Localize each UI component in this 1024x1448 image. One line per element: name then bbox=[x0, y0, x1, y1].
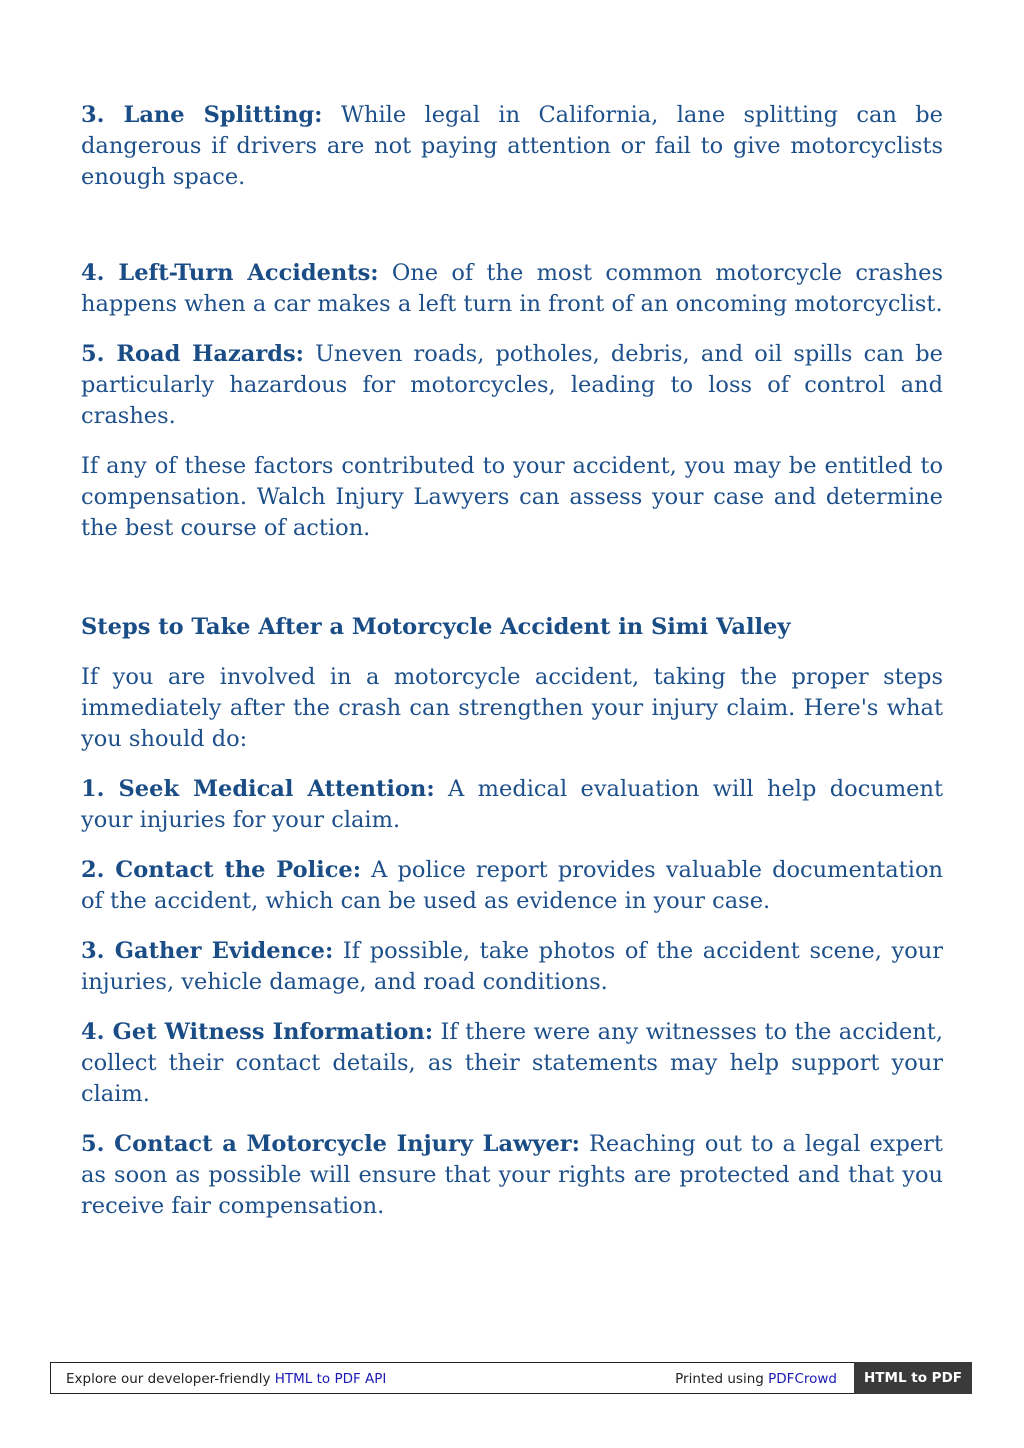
step-item bbox=[81, 774, 943, 836]
section-heading: Steps to Take After a Motorcycle Accident in Simi Valley bbox=[81, 614, 791, 640]
footer-printed-text: Printed using bbox=[675, 1371, 769, 1387]
step-text: If possible, take photos of the accident scene, your injuries, vehicle damage, and road conditions. bbox=[81, 938, 943, 995]
step-item bbox=[81, 1017, 943, 1110]
step-lead: 3. Gather Evidence: bbox=[81, 938, 334, 964]
text-road-hazards: Uneven roads, potholes, debris, and oil spills can be particularly hazardous for motorcycles, leading to loss of control and crashes. bbox=[81, 341, 943, 429]
paragraph-road-hazards bbox=[81, 339, 943, 432]
spacer bbox=[81, 563, 943, 612]
step-lead: 5. Contact a Motorcycle Injury Lawyer: bbox=[81, 1131, 580, 1157]
paragraph-left-turn bbox=[81, 258, 943, 320]
footer-explore bbox=[66, 1371, 386, 1387]
text-lane-splitting: While legal in California, lane splitting can be dangerous if drivers are not paying attention or fail to give motorcyclists enough space. bbox=[81, 102, 943, 190]
pdfcrowd-footer bbox=[50, 1362, 972, 1394]
step-lead: 1. Seek Medical Attention: bbox=[81, 776, 435, 802]
paragraph-lane-splitting bbox=[81, 100, 943, 193]
step-lead: 4. Get Witness Information: bbox=[81, 1019, 434, 1045]
lead-road-hazards: 5. Road Hazards: bbox=[81, 341, 304, 367]
text-left-turn: One of the most common motorcycle crashes happens when a car makes a left turn in front of an oncoming motorcyclist. bbox=[81, 260, 943, 317]
html-to-pdf-api-link[interactable]: HTML to PDF API bbox=[274, 1371, 387, 1387]
article-body bbox=[81, 100, 943, 1241]
paragraph-steps-intro: If you are involved in a motorcycle accident, taking the proper steps immediately after the crash can strengthen your injury claim. Here's what you should do: bbox=[81, 664, 943, 752]
step-text: A police report provides valuable documentation of the accident, which can be used as evidence in your case. bbox=[81, 857, 943, 914]
html-to-pdf-button[interactable]: HTML to PDF bbox=[854, 1362, 972, 1394]
lead-lane-splitting: 3. Lane Splitting: bbox=[81, 102, 323, 128]
footer-printed bbox=[675, 1371, 837, 1387]
footer-explore-text: Explore our developer-friendly bbox=[66, 1371, 275, 1387]
step-item bbox=[81, 936, 943, 998]
pdfcrowd-link[interactable]: PDFCrowd bbox=[768, 1371, 837, 1387]
spacer bbox=[81, 212, 943, 258]
lead-left-turn: 4. Left-Turn Accidents: bbox=[81, 260, 379, 286]
step-text: Reaching out to a legal expert as soon as possible will ensure that your rights are protected and that you receive fair compensation. bbox=[81, 1131, 943, 1219]
step-item bbox=[81, 855, 943, 917]
paragraph-compensation: If any of these factors contributed to your accident, you may be entitled to compensation. Walch Injury Lawyers can assess your case and determine the best course of action. bbox=[81, 453, 943, 541]
step-text: If there were any witnesses to the accident, collect their contact details, as their statements may help support your claim. bbox=[81, 1019, 943, 1107]
step-text: A medical evaluation will help document your injuries for your claim. bbox=[81, 776, 943, 833]
step-lead: 2. Contact the Police: bbox=[81, 857, 362, 883]
step-item bbox=[81, 1129, 943, 1222]
